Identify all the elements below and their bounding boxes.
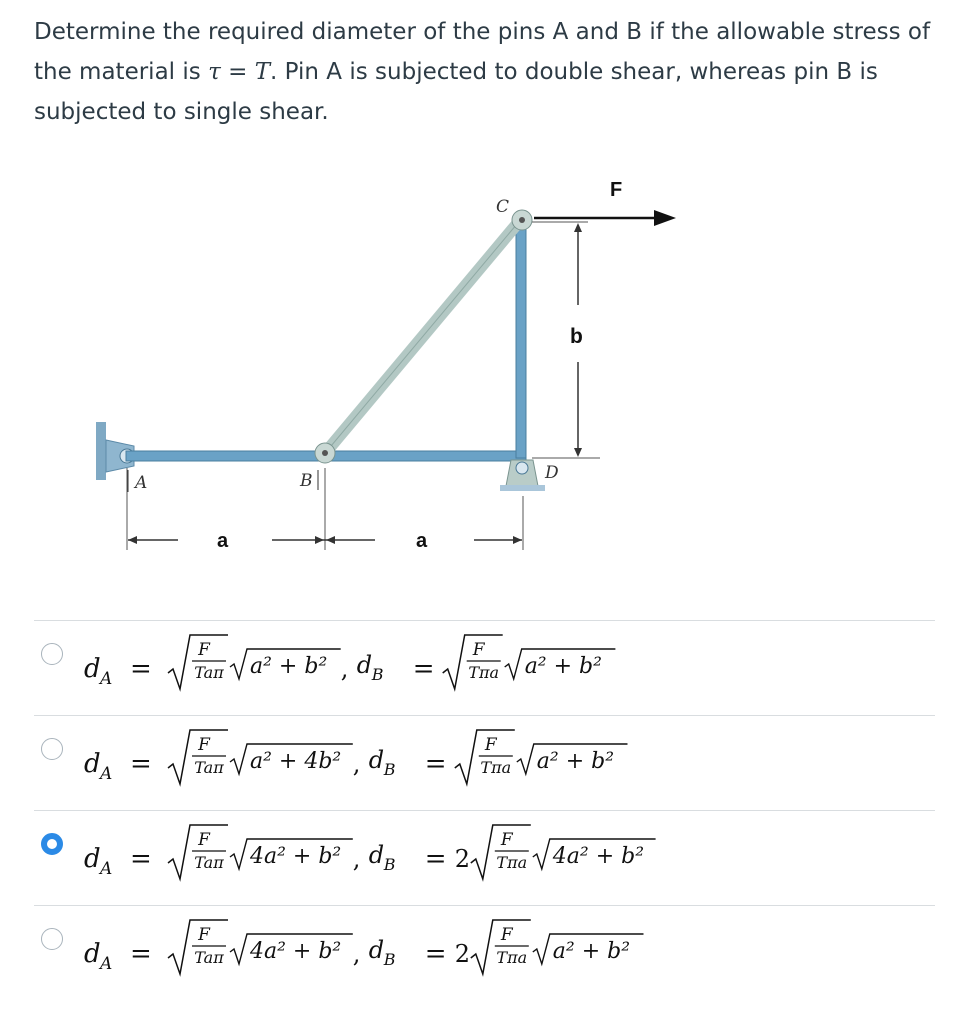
comma: , — [352, 750, 361, 778]
radicand: a² + b² — [250, 654, 328, 679]
answer-option[interactable] — [34, 905, 935, 1000]
equals: = — [424, 844, 447, 874]
equals: = — [412, 654, 435, 684]
var-d: d — [368, 936, 385, 964]
structure-diagram — [0, 160, 960, 580]
radicand: a² + b² — [524, 654, 602, 679]
fraction-den: Tπa — [496, 853, 528, 872]
fraction-den: Taπ — [194, 948, 224, 967]
tau-symbol: τ — [208, 59, 221, 85]
vertical-member — [516, 218, 526, 458]
radio-button[interactable] — [41, 738, 63, 760]
comma: , — [352, 845, 361, 873]
fraction-num: F — [484, 735, 497, 755]
formula — [80, 811, 900, 905]
fraction-den: Taπ — [194, 663, 224, 682]
coefficient: 2 — [454, 940, 471, 968]
var-d: d — [84, 844, 101, 874]
equals: = — [130, 844, 152, 874]
radio-button[interactable] — [41, 928, 63, 950]
coefficient: 2 — [454, 845, 471, 873]
var-d: d — [84, 654, 101, 684]
label-a1: a — [217, 530, 229, 552]
comma: , — [340, 655, 349, 683]
sub-b: B — [383, 855, 396, 874]
formula — [80, 716, 900, 810]
force-arrowhead — [654, 210, 676, 226]
sub-b: B — [383, 950, 396, 969]
label-b-dim: b — [570, 325, 583, 348]
fraction-num: F — [198, 830, 210, 850]
equals: = — [424, 749, 447, 779]
label-d: D — [545, 463, 559, 483]
formula — [80, 621, 900, 715]
equals: = — [130, 749, 152, 779]
radicand: a² + b² — [536, 749, 615, 774]
equals: = — [130, 939, 152, 969]
answer-option[interactable] — [34, 715, 935, 810]
radio-button[interactable] — [41, 833, 63, 855]
var-d: d — [84, 939, 101, 969]
question-text: Determine the required diameter of the pins A and B if the allowable stress of the material is τ = T. Pin A is subjected to double shear, whereas pin B is subjected to single shear. — [34, 19, 931, 125]
radicand: a² + b² — [552, 939, 631, 964]
answer-options — [34, 620, 935, 1000]
label-a2: a — [416, 530, 428, 552]
fraction-den: Tπa — [480, 758, 512, 777]
sub-a: A — [100, 669, 113, 689]
var-d: d — [356, 651, 373, 679]
label-b: B — [300, 471, 313, 491]
fraction-den: Tπa — [496, 948, 528, 967]
fraction-num: F — [500, 830, 513, 850]
fraction-den: Taπ — [194, 853, 224, 872]
radicand: 4a² + b² — [250, 844, 342, 869]
label-c: C — [496, 197, 510, 217]
fraction-num: F — [198, 925, 210, 945]
answer-option[interactable] — [34, 620, 935, 715]
fraction-num: F — [472, 640, 485, 660]
radicand: 4a² + b² — [250, 939, 342, 964]
var-d: d — [84, 749, 101, 779]
fraction-num: F — [500, 925, 513, 945]
sub-a: A — [100, 859, 113, 879]
radicand: a² + 4b² — [250, 749, 342, 774]
t-symbol: T — [254, 59, 271, 85]
equals: = — [424, 939, 447, 969]
sub-a: A — [100, 764, 113, 784]
equals: = — [130, 654, 152, 684]
fraction-num: F — [198, 735, 210, 755]
label-a: A — [135, 473, 148, 493]
sub-b: B — [371, 665, 384, 684]
radio-button[interactable] — [41, 643, 63, 665]
formula — [80, 906, 900, 1000]
answer-option[interactable] — [34, 810, 935, 905]
fraction-den: Taπ — [194, 758, 224, 777]
fraction-den: Tπa — [468, 663, 500, 682]
var-d: d — [368, 746, 385, 774]
sub-a: A — [100, 954, 113, 974]
pin-d — [516, 462, 528, 474]
fraction-num: F — [198, 640, 210, 660]
sub-b: B — [383, 760, 396, 779]
comma: , — [352, 940, 361, 968]
var-d: d — [368, 841, 385, 869]
radicand: 4a² + b² — [552, 844, 645, 869]
label-f: F — [610, 179, 623, 201]
structure-figure — [0, 160, 960, 580]
wall-support — [96, 422, 106, 480]
